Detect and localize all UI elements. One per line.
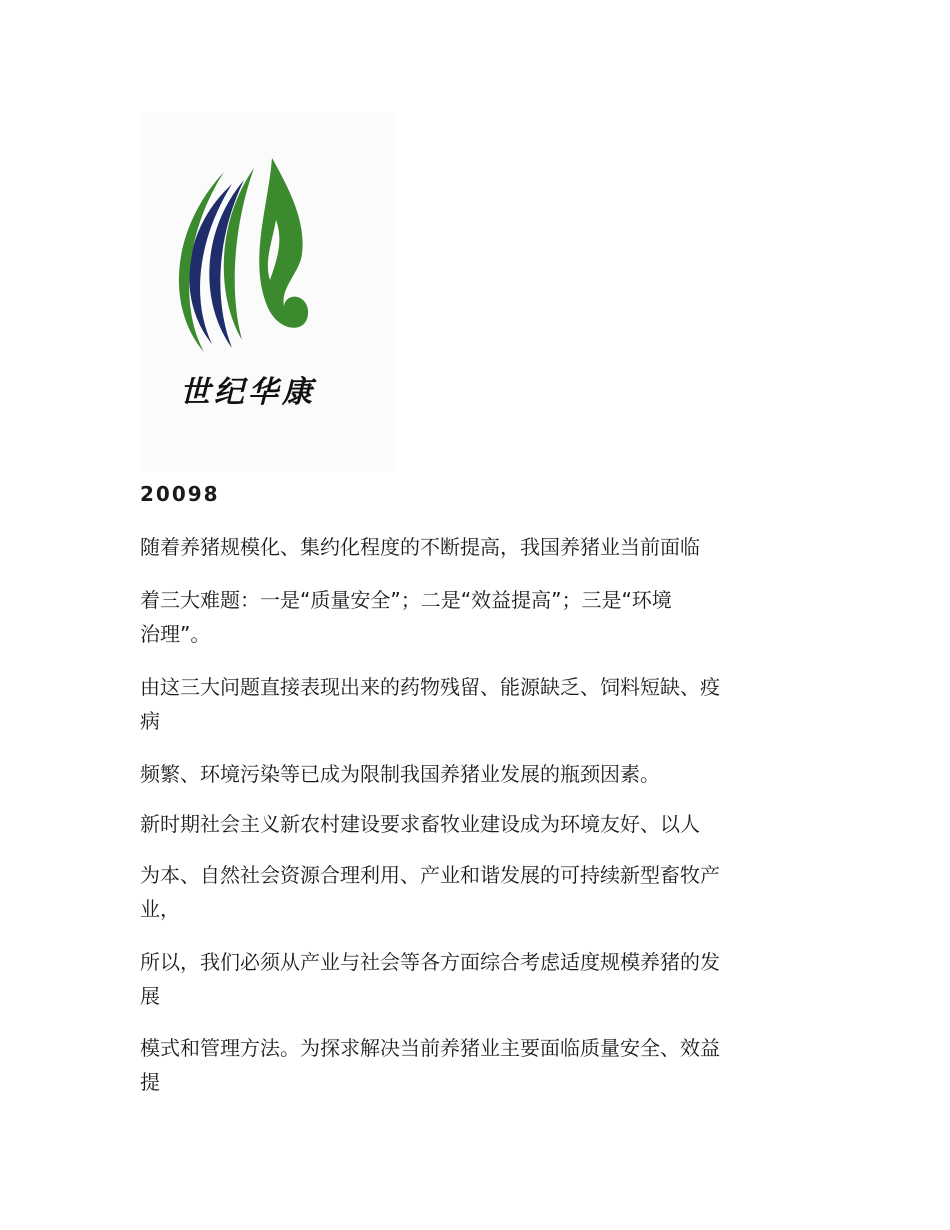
paragraph-line: 提 xyxy=(140,1070,160,1094)
paragraph-line: 随着养猪规模化、集约化程度的不断提高，我国养猪业当前面临 xyxy=(140,535,700,559)
paragraph-line: 治理”。 xyxy=(140,622,211,646)
paragraph-line: 业， xyxy=(140,897,180,921)
paragraph-line: 频繁、环境污染等已成为限制我国养猪业发展的瓶颈因素。 xyxy=(140,762,660,786)
leaf-swirl-icon xyxy=(140,112,396,472)
logo-brand-text: 世纪华康 xyxy=(180,375,316,410)
paragraph-4 xyxy=(140,757,800,791)
logo-swoosh-green-inner xyxy=(224,168,254,340)
paragraph-line: 所以，我们必须从产业与社会等各方面综合考虑适度规模养猪的发 xyxy=(140,950,720,974)
paragraph-line: 着三大难题：一是“质量安全”；二是“效益提高”；三是“环境 xyxy=(140,588,672,612)
paragraph-1 xyxy=(140,530,800,564)
paragraph-line: 为本、自然社会资源合理利用、产业和谐发展的可持续新型畜牧产 xyxy=(140,863,720,887)
document-number: 20098 xyxy=(140,482,220,506)
paragraph-line: 新时期社会主义新农村建设要求畜牧业建设成为环境友好、以人 xyxy=(140,812,700,836)
paragraph-2 xyxy=(140,583,800,651)
paragraph-6 xyxy=(140,858,800,926)
paragraph-8 xyxy=(140,1031,800,1099)
company-logo xyxy=(140,112,396,472)
paragraph-line: 展 xyxy=(140,984,160,1008)
logo-leaf xyxy=(259,158,308,328)
paragraph-line: 病 xyxy=(140,709,160,733)
paragraph-7 xyxy=(140,945,800,1013)
paragraph-line: 模式和管理方法。为探求解决当前养猪业主要面临质量安全、效益 xyxy=(140,1036,720,1060)
paragraph-3 xyxy=(140,670,800,738)
paragraph-5 xyxy=(140,807,800,841)
paragraph-line: 由这三大问题直接表现出来的药物残留、能源缺乏、饲料短缺、疫 xyxy=(140,675,720,699)
